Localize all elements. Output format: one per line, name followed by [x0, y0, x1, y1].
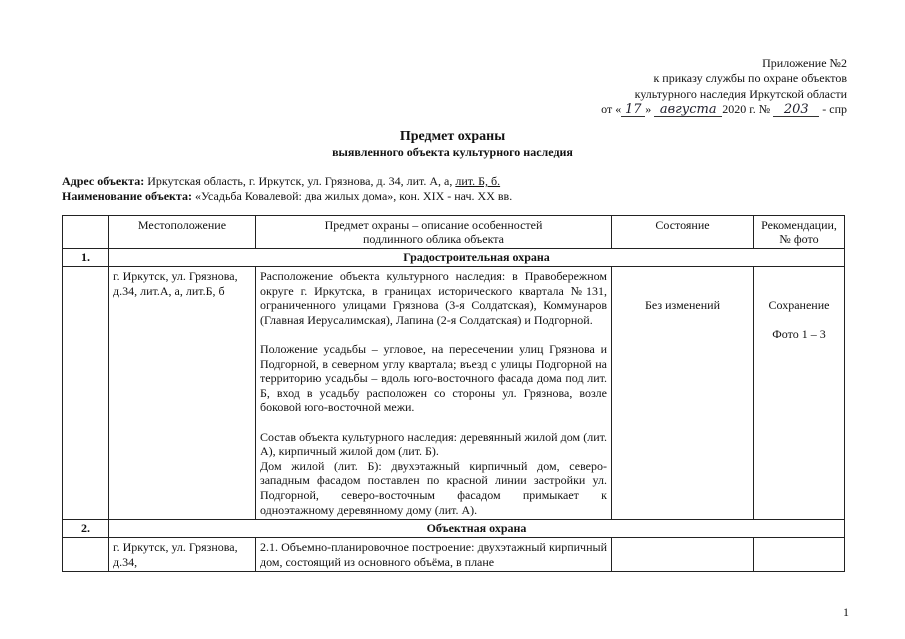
number-suffix: - спр: [822, 101, 847, 116]
description-cell: [256, 267, 612, 520]
table-header-row: [63, 216, 845, 249]
appendix-line-3: культурного наследия Иркутской области: [634, 86, 847, 101]
table-row: [63, 267, 845, 520]
object-address: [62, 174, 512, 189]
row-num-cell: [63, 267, 109, 520]
desc-paragraph: 2.1. Объемно-планировочное построение: двухэтажный кирпичный дом, состоящий из основного объёма, в плане: [260, 540, 607, 569]
location-cell: г. Иркутск, ул. Грязнова, д.34,: [109, 538, 256, 572]
header-rec-line-1: Рекомендации,: [761, 218, 837, 232]
protection-table: [62, 215, 845, 572]
object-meta: [62, 174, 512, 203]
date-mid: »: [645, 101, 652, 116]
appendix-line-1: Приложение №2: [762, 56, 847, 70]
state-cell: [612, 538, 754, 572]
desc-paragraph: Состав объекта культурного наследия: деревянный жилой дом (лит. А), кирпичный жилой дом (лит. Б).: [260, 429, 607, 459]
section-row-1: [63, 249, 845, 267]
document-title: [0, 128, 905, 160]
section-title: Градостроительная охрана: [109, 249, 845, 267]
header-subject-line-2: подлинного облика объекта: [363, 232, 504, 246]
header-rec-line-2: № фото: [779, 232, 819, 246]
header-subject-line-1: Предмет охраны – описание особенностей: [324, 218, 543, 232]
address-underlined: лит. Б, б.: [455, 174, 501, 188]
handwritten-month: августа: [654, 104, 722, 117]
location-cell: г. Иркутск, ул. Грязнова, д.34, лит.А, а, лит.Б, б: [109, 267, 256, 520]
page-number: 1: [843, 605, 849, 619]
section-title: Объектная охрана: [109, 520, 845, 538]
object-name: [62, 189, 512, 204]
description-cell: [256, 538, 612, 572]
section-number: 2.: [63, 520, 109, 538]
handwritten-day: 17: [621, 104, 645, 117]
name-label: Наименование объекта:: [62, 188, 192, 203]
state-cell: [612, 267, 754, 520]
date-year: 2020 г.: [722, 101, 756, 116]
header-subject: [256, 216, 612, 249]
state-value: Без изменений: [644, 298, 721, 312]
appendix-line-2: к приказу службы по охране объектов: [653, 71, 847, 86]
address-label: Адрес объекта:: [62, 174, 145, 188]
header-recommendations: [754, 216, 845, 249]
desc-paragraph: Дом жилой (лит. Б): двухэтажный кирпичный дом, северо-западным фасадом поставлен по красной линии застройки ул. Подгорной, северо-восточным фасадом примыкает к одноэтажному деревянному дому (лит. А).: [260, 458, 607, 517]
desc-paragraph: Расположение объекта культурного наследия: в Правобережном округе г. Иркутска, в границах исторического квартала №131, ограниченного улицами Грязнова (3-я Солдатская), Коммунаров (Главная Иерусалимская), Лапина (2-я Солдатская) и Подгорной.: [260, 269, 607, 327]
section-row-2: [63, 520, 845, 538]
address-value: Иркутская область, г. Иркутск, ул. Грязнова, д. 34, лит. А, а,: [147, 174, 453, 188]
appendix-header: [601, 56, 847, 117]
recommendation-cell: [754, 538, 845, 572]
number-sign: №: [758, 101, 771, 116]
title-subtitle: выявленного объекта культурного наследия: [332, 145, 573, 159]
table-row: [63, 538, 845, 572]
row-num-cell: [63, 538, 109, 572]
appendix-date-line: [601, 102, 847, 117]
handwritten-number: 203: [773, 104, 819, 117]
title-main: Предмет охраны: [399, 129, 506, 144]
date-prefix: от «: [601, 101, 622, 116]
header-state: Состояние: [612, 216, 754, 249]
photo-ref: Фото 1 – 3: [772, 327, 826, 342]
recommendation-cell: [754, 267, 845, 520]
rec-value: Сохранение: [768, 298, 830, 312]
desc-paragraph: Положение усадьбы – угловое, на пересечении улиц Грязнова и Подгорной, в северном углу квартала; въезд с улицы Подгорной на территорию усадьбы – вдоль юго-восточного фасада дома под лит. Б, вход в усадьбу расположен со стороны ул. Грязнова, возле боковой юго-восточной межи.: [260, 341, 607, 415]
name-value: «Усадьба Ковалевой: два жилых дома», кон. XIX - нач. XX вв.: [194, 188, 513, 203]
section-number: 1.: [63, 249, 109, 267]
header-num: [63, 216, 109, 249]
header-location: Местоположение: [109, 216, 256, 249]
